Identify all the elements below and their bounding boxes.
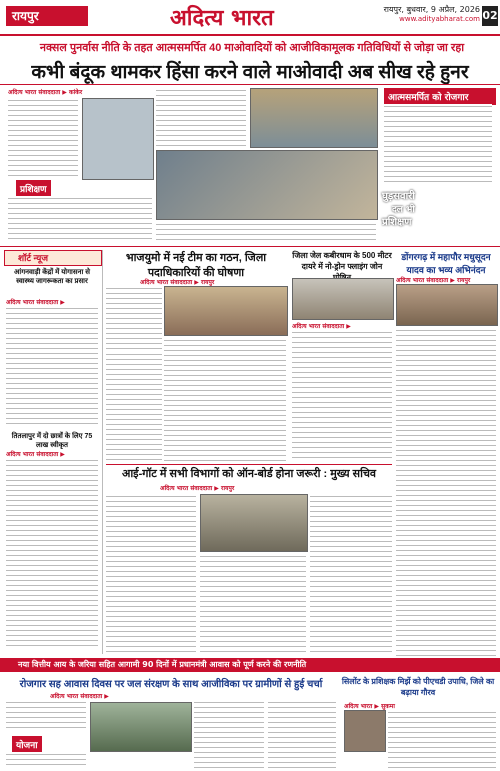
bottom-tag: योजना [12,736,42,753]
lead-photo-2 [250,88,378,148]
bottom-text-b [6,752,86,768]
lead-photo-overlay-2: दल भी [392,205,415,215]
story4-byline: अदित्य भारत संवाददाता ▶ रायपुर [396,277,471,284]
news-item2-title: तितलापुर में दो छात्रों के लिए 75 लाख स्वीकृत [11,433,93,449]
lead-text-col1b [8,196,152,242]
lead-text-col3 [384,104,492,184]
story5-text-a [106,494,196,654]
story3-title: जिला जेल कबीरधाम के 500 मीटर दायरे में नो-ड्रोन फ्लाइंग जोन [292,251,392,271]
story3-photo [292,278,394,320]
bottom-right-photo [344,710,386,752]
news-item1-title: आंगनवाड़ी केंद्रों में योगासना से स्वास्थ्य जागरूकता का प्रसार [14,269,90,285]
story2-photo [164,286,288,336]
divider [106,464,392,465]
bottom-text-c [194,700,264,768]
bottom-right-title: सिलोंट के प्रशिक्षक मिर्झे को पीएचडी उपाधि, जिले का बढ़ाया गौरव [341,677,495,697]
story5-photo [200,494,308,552]
story3-text [292,330,392,462]
news-col-title: शॉर्ट न्यूज [18,253,49,263]
section-label: रायपुर [6,6,88,26]
lead-tag-left: प्रशिक्षण [16,180,51,197]
story2-text-c [164,338,286,462]
lead-caption [156,222,376,242]
lead-photo-overlay-3: प्रशिक्षण [382,217,412,228]
bottom-photo [90,702,192,752]
lead-main-photo [156,150,378,220]
news-item2-byline: अदित्य भारत संवाददाता ▶ [6,451,65,458]
lead-byline: अदित्य भारत संवाददाता ▶ कांकेर [8,89,83,96]
lead-kicker: नक्सल पुनर्वास नीति के तहत आत्मसमर्पित 40 माओवादियों को आजीविकामूलक गतिविधियों से जोड़ा जा रहा [39,42,465,54]
news-item1-text [6,306,98,426]
bottom-band-text: नया वित्तीय आय के जरिया सहित आगामी 90 दिनों में प्रधानमंत्री आवास को पूर्ण करने की रणनीति [18,660,307,669]
story4-photo [396,284,498,326]
divider [0,246,500,247]
news-item2-text [6,458,98,650]
lead-headline: कभी बंदूक थामकर हिंसा करने वाले माओवादी अब सीख रहे हुनर [31,62,469,83]
page-number: 02 [482,6,498,26]
story4-title: डोंगरगढ़ में महापौर मधुसूदन यादव का भव्य अभिनंदन [401,252,491,275]
bottom-right-text [388,710,496,768]
bottom-byline: अदित्य भारत संवाददाता ▶ [50,693,109,700]
story2-title: भाजयुमो में नई टीम का गठन, जिला पदाधिकारियों की घोषणा [125,252,267,279]
lead-photo-overlay: घुड़सवारी [382,191,415,202]
bottom-text-a [6,700,86,730]
story3-byline: अदित्य भारत संवाददाता ▶ [292,323,351,330]
lead-photo-small [82,98,154,180]
story2-text-b [106,352,162,462]
dateline: रायपुर, बुधवार, 9 अप्रैल, 2026 [383,5,480,14]
story5-text-b [200,554,306,654]
website: www.adityabharat.com [399,15,480,23]
lead-tag-right: आत्मसमर्पित को रोजगार [384,88,496,105]
story4-text [396,328,496,656]
bottom-text-d [268,700,336,768]
lead-text-col2 [156,88,246,146]
story2-text-a [106,286,162,350]
bottom-band [0,658,500,672]
lead-text-col1 [8,98,78,178]
story2-byline: अदित्य भारत संवाददाता ▶ रायपुर [140,279,215,286]
bottom-right-byline: अदित्य भारत ▶ सुकमा [344,703,395,710]
date-block [340,4,480,23]
story5-title: आई-गॉट में सभी विभागों को ऑन-बोर्ड होना जरूरी : मुख्य सचिव [121,468,377,480]
story5-byline: अदित्य भारत संवाददाता ▶ रायपुर [160,485,235,492]
newspaper-logo: अदित्य भारत [170,5,274,31]
divider [0,84,500,85]
bottom-headline: रोजगार सह आवास दिवस पर जल संरक्षण के साथ आजीविका पर ग्रामीणों से हुई चर्चा [19,679,323,690]
column-rule [102,250,103,654]
news-item1-byline: अदित्य भारत संवाददाता ▶ [6,299,65,306]
story5-text-c [310,494,392,654]
